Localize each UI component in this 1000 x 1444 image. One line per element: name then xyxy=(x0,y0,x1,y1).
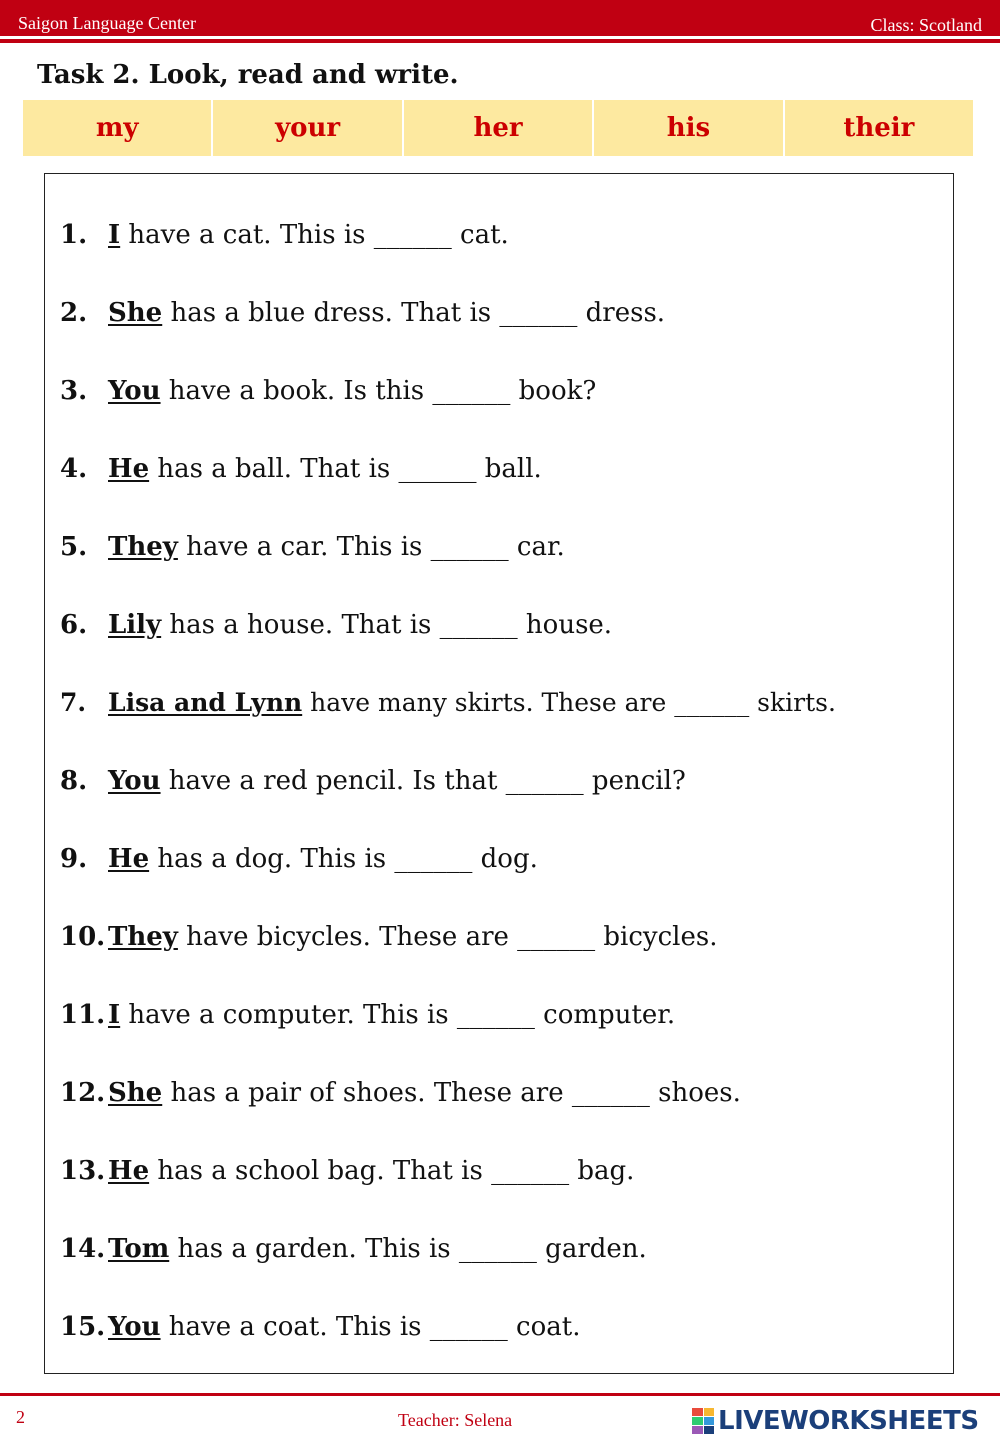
question-subject: He xyxy=(108,1156,150,1186)
question-text: has a garden. This is ______ garden. xyxy=(169,1234,647,1264)
question-row xyxy=(60,218,509,252)
word-bank-item-his: his xyxy=(594,100,784,156)
word-bank xyxy=(23,100,973,156)
task-title: Task 2. Look, read and write. xyxy=(37,60,459,90)
question-subject: Lisa and Lynn xyxy=(108,688,303,717)
question-row xyxy=(60,374,596,408)
question-text: have a book. Is this ______ book? xyxy=(160,376,597,406)
question-row xyxy=(60,842,538,876)
liveworksheets-logo[interactable] xyxy=(692,1405,979,1437)
question-row xyxy=(60,1154,634,1188)
question-text: have a cat. This is ______ cat. xyxy=(120,220,509,250)
question-text: have a car. This is ______ car. xyxy=(177,532,565,562)
question-subject: You xyxy=(108,766,161,796)
question-row xyxy=(60,530,565,564)
question-number: 5. xyxy=(60,532,88,562)
question-text: has a ball. That is ______ ball. xyxy=(149,454,542,484)
question-row xyxy=(60,686,836,720)
question-number: 3. xyxy=(60,376,88,406)
question-number: 1. xyxy=(60,220,88,250)
question-number: 14. xyxy=(60,1234,106,1264)
question-text: have a computer. This is ______ computer. xyxy=(120,1000,676,1030)
header-divider xyxy=(0,39,1000,43)
question-number: 12. xyxy=(60,1078,106,1108)
question-subject: I xyxy=(108,220,121,250)
question-subject: You xyxy=(108,1312,161,1342)
question-row xyxy=(60,608,612,642)
question-text: has a dog. This is ______ dog. xyxy=(149,844,538,874)
question-row xyxy=(60,1076,741,1110)
question-subject: I xyxy=(108,1000,121,1030)
question-text: have bicycles. These are ______ bicycles. xyxy=(177,922,718,952)
question-number: 11. xyxy=(60,1000,106,1030)
question-subject: They xyxy=(108,922,178,952)
school-name: Saigon Language Center xyxy=(18,13,196,33)
question-number: 8. xyxy=(60,766,88,796)
word-bank-item-her: her xyxy=(404,100,594,156)
question-subject: They xyxy=(108,532,178,562)
liveworksheets-logo-text: LIVEWORKSHEETS xyxy=(718,1406,979,1436)
question-row xyxy=(60,764,686,798)
question-row xyxy=(60,920,718,954)
question-number: 10. xyxy=(60,922,106,952)
question-text: has a pair of shoes. These are ______ shoes. xyxy=(162,1078,741,1108)
question-text: have a coat. This is ______ coat. xyxy=(160,1312,581,1342)
question-row xyxy=(60,998,675,1032)
question-row xyxy=(60,1310,580,1344)
question-subject: He xyxy=(108,454,150,484)
question-number: 4. xyxy=(60,454,88,484)
question-row xyxy=(60,296,665,330)
question-subject: She xyxy=(108,298,163,328)
question-text: have many skirts. These are ______ skirts. xyxy=(302,688,836,717)
question-number: 7. xyxy=(60,688,87,717)
question-subject: Lily xyxy=(108,610,162,640)
question-subject: You xyxy=(108,376,161,406)
word-bank-item-your: your xyxy=(213,100,403,156)
word-bank-item-their: their xyxy=(785,100,973,156)
question-text: has a blue dress. That is ______ dress. xyxy=(162,298,666,328)
footer-divider xyxy=(0,1393,1000,1396)
question-number: 6. xyxy=(60,610,88,640)
question-number: 9. xyxy=(60,844,88,874)
question-number: 2. xyxy=(60,298,88,328)
question-text: has a house. That is ______ house. xyxy=(161,610,613,640)
word-bank-item-my: my xyxy=(23,100,213,156)
question-subject: He xyxy=(108,844,150,874)
question-subject: Tom xyxy=(108,1234,170,1264)
question-subject: She xyxy=(108,1078,163,1108)
question-row xyxy=(60,1232,647,1266)
class-label: Class: Scotland xyxy=(870,15,982,35)
question-number: 13. xyxy=(60,1156,106,1186)
teacher-name: Teacher: Selena xyxy=(398,1410,513,1430)
page-number: 2 xyxy=(16,1407,25,1427)
question-number: 15. xyxy=(60,1312,106,1342)
question-row xyxy=(60,452,542,486)
question-text: has a school bag. That is ______ bag. xyxy=(149,1156,635,1186)
liveworksheets-logo-icon xyxy=(692,1408,714,1434)
question-text: have a red pencil. Is that ______ pencil? xyxy=(160,766,686,796)
